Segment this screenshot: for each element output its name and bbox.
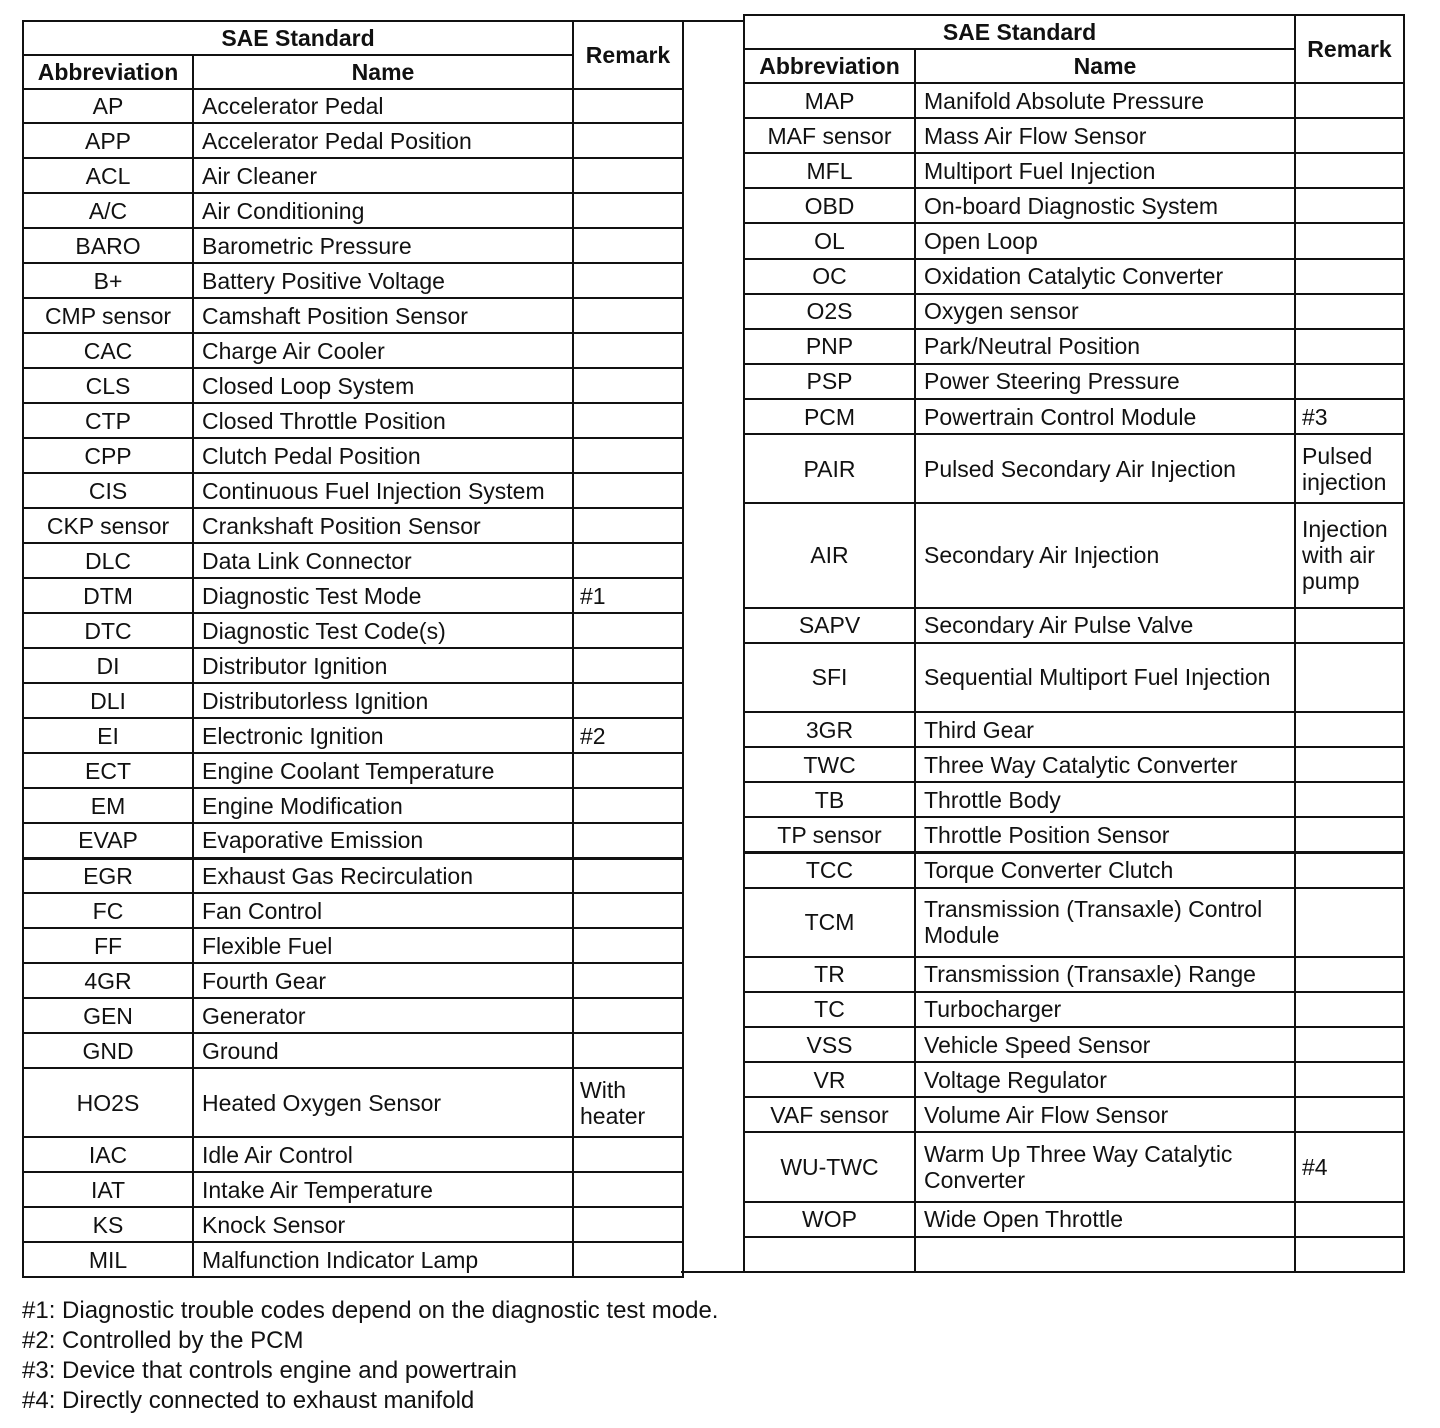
table-row (744, 712, 1404, 747)
remark-cell (1295, 153, 1404, 188)
name-cell: Clutch Pedal Position (193, 438, 573, 473)
abbreviation-cell: KS (23, 1207, 193, 1242)
sae-standard-header: SAE Standard (744, 15, 1295, 49)
abbreviation-cell: EVAP (23, 823, 193, 858)
table-row (744, 1132, 1404, 1201)
abbreviation-cell: ECT (23, 753, 193, 788)
table-row (744, 153, 1404, 188)
name-cell: Third Gear (915, 712, 1295, 747)
table-row (744, 817, 1404, 852)
name-cell: Powertrain Control Module (915, 399, 1295, 434)
abbreviation-cell: CKP sensor (23, 508, 193, 543)
name-cell: Oxidation Catalytic Converter (915, 259, 1295, 294)
table-row (23, 893, 683, 928)
table-row (744, 399, 1404, 434)
abbreviation-cell: AIR (744, 503, 915, 607)
remark-cell: Pulsed injection (1295, 434, 1404, 503)
remark-cell (573, 403, 683, 438)
remark-cell (573, 1137, 683, 1172)
table-row (23, 508, 683, 543)
table-row (23, 228, 683, 263)
remark-cell (1295, 1027, 1404, 1062)
remark-cell (573, 228, 683, 263)
table-row (23, 123, 683, 158)
table-row (23, 89, 683, 123)
remark-cell (1295, 118, 1404, 153)
name-cell: Turbocharger (915, 992, 1295, 1027)
remark-cell (573, 298, 683, 333)
table-row (23, 368, 683, 403)
remark-cell (573, 823, 683, 858)
name-cell: Park/Neutral Position (915, 329, 1295, 364)
name-cell: Engine Coolant Temperature (193, 753, 573, 788)
abbreviation-cell: TR (744, 957, 915, 992)
abbreviation-cell: FF (23, 928, 193, 963)
name-cell: Continuous Fuel Injection System (193, 473, 573, 508)
abbreviation-cell: DI (23, 648, 193, 683)
remark-cell (1295, 817, 1404, 852)
footnote: #3: Device that controls engine and powertrain (22, 1357, 517, 1384)
name-cell: Transmission (Transaxle) Range (915, 957, 1295, 992)
table-row (744, 329, 1404, 364)
table-row (23, 438, 683, 473)
abbreviation-cell: WU-TWC (744, 1132, 915, 1201)
remark-cell (573, 368, 683, 403)
table-row (23, 543, 683, 578)
abbreviation-cell: DTM (23, 578, 193, 613)
remark-cell (1295, 957, 1404, 992)
abbreviation-cell: EGR (23, 858, 193, 893)
table-row (23, 1033, 683, 1068)
remark-cell (573, 543, 683, 578)
name-cell: Wide Open Throttle (915, 1202, 1295, 1237)
remark-cell (1295, 1237, 1404, 1272)
remark-cell (1295, 712, 1404, 747)
sae-standard-header: SAE Standard (23, 21, 573, 55)
name-cell: Evaporative Emission (193, 823, 573, 858)
abbreviation-cell: TCM (744, 888, 915, 957)
name-cell: Closed Loop System (193, 368, 573, 403)
remark-cell (573, 788, 683, 823)
table-row (23, 753, 683, 788)
abbreviation-cell: MFL (744, 153, 915, 188)
remark-cell (573, 893, 683, 928)
abbreviation-cell: SFI (744, 643, 915, 712)
remark-cell (573, 858, 683, 893)
name-cell: Throttle Position Sensor (915, 817, 1295, 852)
table-row (744, 434, 1404, 503)
table-row (23, 158, 683, 193)
table-row (744, 992, 1404, 1027)
abbreviation-cell: GEN (23, 998, 193, 1033)
name-cell: Torque Converter Clutch (915, 852, 1295, 887)
abbreviation-cell: TCC (744, 852, 915, 887)
table-row (744, 957, 1404, 992)
abbreviation-cell: EM (23, 788, 193, 823)
abbreviation-cell: IAT (23, 1172, 193, 1207)
name-cell: Data Link Connector (193, 543, 573, 578)
name-header: Name (193, 55, 573, 89)
table-row (23, 298, 683, 333)
name-cell: Secondary Air Injection (915, 503, 1295, 607)
name-cell: Distributor Ignition (193, 648, 573, 683)
name-cell: Oxygen sensor (915, 294, 1295, 329)
footnote: #2: Controlled by the PCM (22, 1327, 304, 1354)
name-cell: Vehicle Speed Sensor (915, 1027, 1295, 1062)
table-row (23, 613, 683, 648)
abbreviation-cell: TP sensor (744, 817, 915, 852)
remark-header: Remark (1295, 15, 1404, 83)
name-header: Name (915, 49, 1295, 83)
abbreviation-cell: 3GR (744, 712, 915, 747)
remark-cell (573, 508, 683, 543)
table-row (744, 1237, 1404, 1272)
table-row (23, 333, 683, 368)
abbreviation-table-left (22, 20, 684, 1278)
abbreviation-cell: DLI (23, 683, 193, 718)
remark-cell: Injection with air pump (1295, 503, 1404, 607)
table-row (23, 928, 683, 963)
table-row (744, 1062, 1404, 1097)
name-cell: Warm Up Three Way Catalytic Converter (915, 1132, 1295, 1201)
abbreviation-cell: B+ (23, 263, 193, 298)
table-row (23, 1137, 683, 1172)
abbreviation-cell: DLC (23, 543, 193, 578)
name-cell: Secondary Air Pulse Valve (915, 608, 1295, 643)
abbreviation-cell: CLS (23, 368, 193, 403)
table-row (744, 1097, 1404, 1132)
table-row (23, 998, 683, 1033)
remark-cell (1295, 294, 1404, 329)
abbreviation-cell: 4GR (23, 963, 193, 998)
remark-cell: #3 (1295, 399, 1404, 434)
abbreviation-cell: TC (744, 992, 915, 1027)
abbreviation-cell (744, 1237, 915, 1272)
footnote: #1: Diagnostic trouble codes depend on the diagnostic test mode. (22, 1297, 719, 1324)
remark-cell (573, 263, 683, 298)
table-row (23, 1068, 683, 1137)
abbreviation-cell: MIL (23, 1242, 193, 1277)
name-cell: Heated Oxygen Sensor (193, 1068, 573, 1137)
abbreviation-cell: CAC (23, 333, 193, 368)
name-cell: Engine Modification (193, 788, 573, 823)
table-row (23, 858, 683, 893)
abbreviation-header: Abbreviation (23, 55, 193, 89)
remark-cell (573, 333, 683, 368)
name-cell: Accelerator Pedal Position (193, 123, 573, 158)
table-row (744, 888, 1404, 957)
table-row (744, 83, 1404, 118)
name-cell: Flexible Fuel (193, 928, 573, 963)
abbreviation-cell: VR (744, 1062, 915, 1097)
table-row (744, 852, 1404, 887)
remark-cell (1295, 992, 1404, 1027)
table-row (744, 259, 1404, 294)
remark-cell (573, 438, 683, 473)
name-cell: Pulsed Secondary Air Injection (915, 434, 1295, 503)
abbreviation-cell: TB (744, 782, 915, 817)
table-row (23, 263, 683, 298)
remark-cell (1295, 1202, 1404, 1237)
table-row (23, 823, 683, 858)
name-cell: Volume Air Flow Sensor (915, 1097, 1295, 1132)
abbreviation-cell: APP (23, 123, 193, 158)
abbreviation-cell: SAPV (744, 608, 915, 643)
name-cell: Air Conditioning (193, 193, 573, 228)
name-cell: Sequential Multiport Fuel Injection (915, 643, 1295, 712)
name-cell: Battery Positive Voltage (193, 263, 573, 298)
remark-cell (1295, 1097, 1404, 1132)
abbreviation-cell: PSP (744, 364, 915, 399)
remark-cell (1295, 747, 1404, 782)
abbreviation-cell: PCM (744, 399, 915, 434)
remark-cell (573, 158, 683, 193)
name-cell: Manifold Absolute Pressure (915, 83, 1295, 118)
remark-cell (573, 89, 683, 123)
abbreviation-cell: HO2S (23, 1068, 193, 1137)
name-cell: Transmission (Transaxle) Control Module (915, 888, 1295, 957)
table-body-right (744, 83, 1404, 1272)
abbreviation-cell: PAIR (744, 434, 915, 503)
table-row (744, 1027, 1404, 1062)
remark-cell (1295, 643, 1404, 712)
name-cell: Electronic Ignition (193, 718, 573, 753)
name-cell: Fan Control (193, 893, 573, 928)
remark-cell (1295, 1062, 1404, 1097)
remark-cell: #4 (1295, 1132, 1404, 1201)
abbreviation-cell: GND (23, 1033, 193, 1068)
abbreviation-cell: VSS (744, 1027, 915, 1062)
remark-cell (1295, 223, 1404, 258)
name-cell: Three Way Catalytic Converter (915, 747, 1295, 782)
name-cell: Knock Sensor (193, 1207, 573, 1242)
table-row (23, 473, 683, 508)
remark-cell (1295, 852, 1404, 887)
name-cell: Crankshaft Position Sensor (193, 508, 573, 543)
remark-cell (573, 613, 683, 648)
remark-cell (1295, 888, 1404, 957)
table-row (23, 1207, 683, 1242)
name-cell: Open Loop (915, 223, 1295, 258)
table-row (23, 683, 683, 718)
table-row (744, 643, 1404, 712)
abbreviation-cell: TWC (744, 747, 915, 782)
table-row (744, 747, 1404, 782)
name-cell: Intake Air Temperature (193, 1172, 573, 1207)
remark-header: Remark (573, 21, 683, 89)
table-body-left (23, 89, 683, 1277)
name-cell: Diagnostic Test Mode (193, 578, 573, 613)
footnotes (22, 1296, 718, 1416)
abbreviation-cell: CMP sensor (23, 298, 193, 333)
name-cell: Accelerator Pedal (193, 89, 573, 123)
remark-cell (573, 998, 683, 1033)
abbreviation-cell: OC (744, 259, 915, 294)
remark-cell: With heater (573, 1068, 683, 1137)
table-row (744, 188, 1404, 223)
remark-cell: #1 (573, 578, 683, 613)
column-gap (681, 20, 743, 1273)
abbreviation-header: Abbreviation (744, 49, 915, 83)
table-row (23, 788, 683, 823)
remark-cell (1295, 259, 1404, 294)
remark-cell (573, 963, 683, 998)
abbreviation-cell: ACL (23, 158, 193, 193)
abbreviation-cell: MAP (744, 83, 915, 118)
name-cell: Fourth Gear (193, 963, 573, 998)
abbreviation-cell: PNP (744, 329, 915, 364)
name-cell: Malfunction Indicator Lamp (193, 1242, 573, 1277)
remark-cell (1295, 364, 1404, 399)
name-cell (915, 1237, 1295, 1272)
name-cell: Power Steering Pressure (915, 364, 1295, 399)
table-row (23, 1172, 683, 1207)
table-row (744, 503, 1404, 607)
table-row (744, 782, 1404, 817)
remark-cell (573, 1033, 683, 1068)
abbreviation-cell: VAF sensor (744, 1097, 915, 1132)
remark-cell (573, 1207, 683, 1242)
abbreviation-cell: IAC (23, 1137, 193, 1172)
name-cell: Ground (193, 1033, 573, 1068)
abbreviation-cell: OBD (744, 188, 915, 223)
remark-cell (1295, 782, 1404, 817)
name-cell: Air Cleaner (193, 158, 573, 193)
table-row (23, 193, 683, 228)
remark-cell (1295, 83, 1404, 118)
table-row (744, 1202, 1404, 1237)
remark-cell (573, 1242, 683, 1277)
table-row (23, 648, 683, 683)
table-row (23, 403, 683, 438)
table-row (744, 223, 1404, 258)
name-cell: Idle Air Control (193, 1137, 573, 1172)
remark-cell (1295, 608, 1404, 643)
name-cell: Throttle Body (915, 782, 1295, 817)
name-cell: Camshaft Position Sensor (193, 298, 573, 333)
name-cell: Barometric Pressure (193, 228, 573, 263)
remark-cell (573, 648, 683, 683)
name-cell: Distributorless Ignition (193, 683, 573, 718)
table-row (23, 718, 683, 753)
remark-cell (573, 753, 683, 788)
abbreviation-cell: O2S (744, 294, 915, 329)
abbreviation-cell: A/C (23, 193, 193, 228)
name-cell: Multiport Fuel Injection (915, 153, 1295, 188)
name-cell: Closed Throttle Position (193, 403, 573, 438)
abbreviation-cell: BARO (23, 228, 193, 263)
abbreviation-cell: AP (23, 89, 193, 123)
abbreviation-cell: CIS (23, 473, 193, 508)
table-row (23, 1242, 683, 1277)
remark-cell (573, 123, 683, 158)
abbreviation-cell: CTP (23, 403, 193, 438)
abbreviation-cell: WOP (744, 1202, 915, 1237)
name-cell: Exhaust Gas Recirculation (193, 858, 573, 893)
abbreviation-cell: FC (23, 893, 193, 928)
table-row (744, 294, 1404, 329)
abbreviation-cell: EI (23, 718, 193, 753)
table-row (744, 608, 1404, 643)
table-row (744, 364, 1404, 399)
abbreviation-cell: OL (744, 223, 915, 258)
abbreviation-cell: CPP (23, 438, 193, 473)
table-row (23, 578, 683, 613)
remark-cell (1295, 329, 1404, 364)
name-cell: Generator (193, 998, 573, 1033)
remark-cell: #2 (573, 718, 683, 753)
name-cell: Charge Air Cooler (193, 333, 573, 368)
remark-cell (1295, 188, 1404, 223)
remark-cell (573, 473, 683, 508)
abbreviation-cell: MAF sensor (744, 118, 915, 153)
remark-cell (573, 1172, 683, 1207)
name-cell: Diagnostic Test Code(s) (193, 613, 573, 648)
name-cell: Voltage Regulator (915, 1062, 1295, 1097)
footnote: #4: Directly connected to exhaust manifold (22, 1387, 475, 1414)
remark-cell (573, 683, 683, 718)
name-cell: Mass Air Flow Sensor (915, 118, 1295, 153)
abbreviation-cell: DTC (23, 613, 193, 648)
table-row (23, 963, 683, 998)
remark-cell (573, 928, 683, 963)
abbreviation-table-right (743, 14, 1405, 1273)
remark-cell (573, 193, 683, 228)
table-row (744, 118, 1404, 153)
name-cell: On-board Diagnostic System (915, 188, 1295, 223)
